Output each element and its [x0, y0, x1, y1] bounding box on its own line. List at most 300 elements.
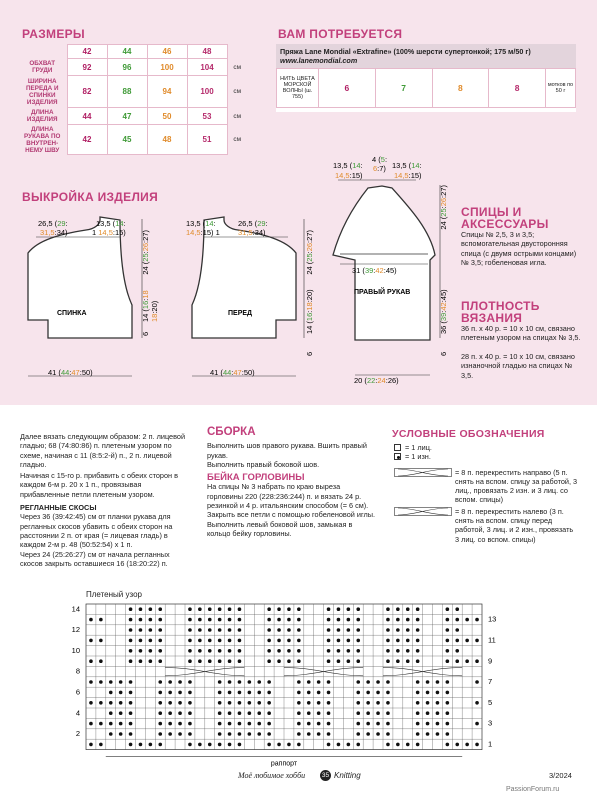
- purl-dot: [129, 722, 133, 726]
- svg-text:26,5 (29:: 26,5 (29:: [238, 219, 268, 228]
- purl-dot: [327, 607, 331, 611]
- purl-dot: [446, 649, 450, 653]
- purl-dot: [327, 680, 331, 684]
- purl-dot: [347, 743, 351, 747]
- purl-dot: [327, 743, 331, 747]
- purl-dot: [89, 618, 93, 622]
- purl-dot: [297, 711, 301, 715]
- yarn-color-label: НИТЬ ЦВЕТА МОРСКОЙ ВОЛНЫ (ш. 755): [277, 69, 319, 108]
- svg-text:6:7): 6:7): [373, 164, 386, 173]
- purl-dot: [119, 701, 123, 705]
- purl-dot: [356, 691, 360, 695]
- svg-text:14 (16:18: 14 (16:18: [141, 290, 150, 322]
- purl-dot: [455, 639, 459, 643]
- purl-dot: [149, 659, 153, 663]
- purl-dot: [238, 649, 242, 653]
- purl-dot: [287, 639, 291, 643]
- svg-text:1 14,5:15): 1 14,5:15): [92, 228, 126, 237]
- purl-dot: [228, 680, 232, 684]
- purl-dot: [158, 711, 162, 715]
- site-watermark: PassionForum.ru: [506, 786, 560, 793]
- purl-dot: [455, 659, 459, 663]
- purl-dot: [208, 649, 212, 653]
- purl-dot: [238, 691, 242, 695]
- purl-dot: [436, 680, 440, 684]
- knit-symbol: [394, 444, 401, 451]
- row-number: 11: [488, 635, 496, 645]
- purl-dot: [99, 680, 103, 684]
- svg-text:6: 6: [305, 351, 314, 356]
- purl-symbol: [394, 453, 401, 460]
- row-number: 4: [75, 708, 80, 718]
- purl-dot: [327, 691, 331, 695]
- purl-dot: [99, 722, 103, 726]
- purl-dot: [416, 628, 420, 632]
- purl-dot: [446, 680, 450, 684]
- purl-dot: [356, 711, 360, 715]
- purl-dot: [267, 743, 271, 747]
- purl-dot: [307, 732, 311, 736]
- purl-dot: [475, 722, 479, 726]
- purl-dot: [297, 607, 301, 611]
- purl-dot: [386, 607, 390, 611]
- purl-dot: [99, 701, 103, 705]
- back-label: СПИНКА: [57, 310, 87, 317]
- purl-dot: [465, 618, 469, 622]
- svg-text:24 (25:26:27): 24 (25:26:27): [439, 185, 448, 230]
- purl-dot: [208, 628, 212, 632]
- purl-dot: [139, 607, 143, 611]
- purl-dot: [228, 628, 232, 632]
- purl-dot: [446, 732, 450, 736]
- purl-dot: [129, 649, 133, 653]
- purl-dot: [406, 649, 410, 653]
- purl-dot: [188, 732, 192, 736]
- purl-dot: [238, 607, 242, 611]
- purl-dot: [277, 639, 281, 643]
- purl-dot: [149, 618, 153, 622]
- purl-dot: [267, 618, 271, 622]
- purl-dot: [416, 607, 420, 611]
- purl-dot: [178, 701, 182, 705]
- purl-dot: [386, 711, 390, 715]
- purl-dot: [119, 691, 123, 695]
- purl-dot: [416, 701, 420, 705]
- purl-dot: [198, 628, 202, 632]
- purl-dot: [208, 618, 212, 622]
- purl-dot: [248, 732, 252, 736]
- purl-dot: [317, 711, 321, 715]
- purl-dot: [436, 691, 440, 695]
- purl-dot: [416, 680, 420, 684]
- purl-dot: [386, 618, 390, 622]
- purl-dot: [267, 639, 271, 643]
- purl-dot: [267, 701, 271, 705]
- purl-dot: [99, 659, 103, 663]
- svg-text:6: 6: [439, 351, 448, 356]
- front-width: 41 (44:47:50): [210, 368, 255, 377]
- purl-dot: [327, 722, 331, 726]
- purl-dot: [327, 711, 331, 715]
- purl-dot: [347, 649, 351, 653]
- purl-dot: [228, 732, 232, 736]
- purl-dot: [109, 680, 113, 684]
- sleeve-label: ПРАВЫЙ РУКАВ: [354, 289, 411, 296]
- purl-dot: [129, 639, 133, 643]
- purl-dot: [277, 618, 281, 622]
- purl-dot: [158, 618, 162, 622]
- purl-dot: [267, 628, 271, 632]
- purl-dot: [277, 628, 281, 632]
- purl-dot: [426, 691, 430, 695]
- purl-dot: [178, 732, 182, 736]
- sleeve-piece: [333, 186, 435, 340]
- purl-dot: [307, 680, 311, 684]
- purl-dot: [297, 639, 301, 643]
- purl-dot: [168, 680, 172, 684]
- svg-text:14,5:15) 1: 14,5:15) 1: [186, 228, 220, 237]
- purl-dot: [238, 639, 242, 643]
- purl-dot: [257, 691, 261, 695]
- purl-dot: [208, 639, 212, 643]
- purl-dot: [416, 722, 420, 726]
- purl-dot: [218, 628, 222, 632]
- purl-dot: [297, 618, 301, 622]
- purl-dot: [248, 701, 252, 705]
- purl-dot: [178, 711, 182, 715]
- purl-dot: [366, 722, 370, 726]
- purl-dot: [436, 722, 440, 726]
- purl-dot: [149, 639, 153, 643]
- purl-dot: [188, 680, 192, 684]
- purl-dot: [119, 732, 123, 736]
- purl-dot: [376, 732, 380, 736]
- purl-dot: [356, 618, 360, 622]
- purl-dot: [376, 701, 380, 705]
- yarn-box: Пряжа Lane Mondial «Extrafine» (100% шерсти супертонкой; 175 м/50 г) www.lanemondial.com НИТЬ ЦВЕТА МОРСКОЙ ВОЛНЫ (ш. 755) 6 7 8 8 мотков по 50 г: [276, 44, 576, 112]
- purl-dot: [386, 701, 390, 705]
- purl-dot: [218, 607, 222, 611]
- purl-dot: [168, 722, 172, 726]
- row-number: 6: [75, 687, 80, 697]
- purl-dot: [178, 722, 182, 726]
- purl-dot: [426, 711, 430, 715]
- purl-dot: [356, 732, 360, 736]
- purl-dot: [366, 701, 370, 705]
- svg-text:13,5 (14:: 13,5 (14:: [96, 219, 126, 228]
- purl-dot: [139, 618, 143, 622]
- purl-dot: [327, 618, 331, 622]
- purl-dot: [446, 628, 450, 632]
- purl-dot: [267, 607, 271, 611]
- purl-dot: [455, 628, 459, 632]
- purl-dot: [188, 691, 192, 695]
- purl-dot: [347, 659, 351, 663]
- purl-dot: [89, 639, 93, 643]
- purl-dot: [356, 701, 360, 705]
- svg-text:31 (39:42:45): 31 (39:42:45): [352, 266, 397, 275]
- purl-dot: [228, 701, 232, 705]
- yarn-description: Пряжа Lane Mondial «Extrafine» (100% шерсти супертонкой; 175 м/50 г): [280, 47, 531, 56]
- purl-dot: [366, 732, 370, 736]
- purl-dot: [257, 701, 261, 705]
- purl-dot: [297, 701, 301, 705]
- purl-dot: [129, 691, 133, 695]
- purl-dot: [406, 659, 410, 663]
- legend: = 1 лиц. = 1 изн. = 8 п. перекрестить направо (5 п. снять на вспом. спицу за работой, 3 лиц., провязать 2 изн. и 3 лиц. со вспом. спицы) = 8 п. перекрестить налево (3 п. снять на вспом. спицу перед работой, 3 лиц. и 2 изн., провязать 3 лиц. со вспом. спицы): [394, 443, 579, 544]
- materials-title: ВАМ ПОТРЕБУЕТСЯ: [278, 27, 403, 41]
- purl-dot: [406, 743, 410, 747]
- svg-text:24 (25:26:27): 24 (25:26:27): [141, 230, 150, 275]
- purl-dot: [386, 628, 390, 632]
- purl-dot: [337, 618, 341, 622]
- purl-dot: [317, 701, 321, 705]
- purl-dot: [416, 711, 420, 715]
- purl-dot: [386, 722, 390, 726]
- purl-dot: [119, 680, 123, 684]
- purl-dot: [317, 691, 321, 695]
- purl-dot: [99, 639, 103, 643]
- purl-dot: [129, 711, 133, 715]
- purl-dot: [109, 732, 113, 736]
- purl-dot: [426, 722, 430, 726]
- purl-dot: [218, 618, 222, 622]
- purl-dot: [455, 607, 459, 611]
- purl-dot: [158, 743, 162, 747]
- purl-dot: [446, 722, 450, 726]
- purl-dot: [109, 691, 113, 695]
- purl-dot: [277, 607, 281, 611]
- purl-dot: [416, 732, 420, 736]
- purl-dot: [188, 659, 192, 663]
- purl-dot: [347, 607, 351, 611]
- purl-dot: [475, 680, 479, 684]
- purl-dot: [158, 691, 162, 695]
- purl-dot: [99, 743, 103, 747]
- purl-dot: [446, 711, 450, 715]
- row-number: 3: [488, 718, 493, 728]
- purl-dot: [287, 628, 291, 632]
- purl-dot: [228, 649, 232, 653]
- purl-dot: [406, 607, 410, 611]
- purl-dot: [238, 701, 242, 705]
- purl-dot: [337, 659, 341, 663]
- svg-text:4 (5:: 4 (5:: [372, 155, 388, 164]
- purl-dot: [337, 649, 341, 653]
- purl-dot: [158, 659, 162, 663]
- purl-dot: [446, 618, 450, 622]
- purl-dot: [218, 691, 222, 695]
- purl-dot: [158, 701, 162, 705]
- purl-dot: [129, 680, 133, 684]
- purl-dot: [317, 732, 321, 736]
- purl-dot: [366, 691, 370, 695]
- purl-dot: [228, 722, 232, 726]
- purl-dot: [436, 732, 440, 736]
- purl-dot: [139, 659, 143, 663]
- purl-dot: [119, 711, 123, 715]
- purl-dot: [277, 649, 281, 653]
- purl-dot: [248, 711, 252, 715]
- purl-dot: [455, 649, 459, 653]
- svg-text:6: 6: [141, 331, 150, 336]
- svg-text:13,5 (14:: 13,5 (14:: [186, 219, 216, 228]
- purl-dot: [129, 701, 133, 705]
- svg-text:14 (16:18:20): 14 (16:18:20): [305, 289, 314, 334]
- purl-dot: [248, 691, 252, 695]
- purl-dot: [129, 732, 133, 736]
- purl-dot: [89, 701, 93, 705]
- row-number: 8: [75, 666, 80, 676]
- purl-dot: [356, 639, 360, 643]
- row-number: 1: [488, 739, 493, 749]
- purl-dot: [158, 628, 162, 632]
- purl-dot: [297, 691, 301, 695]
- purl-dot: [267, 691, 271, 695]
- sizes-table: 42 44 46 48 ОБХВАТ ГРУДИ 92 96 100 104 см ШИРИНА ПЕРЕДА И СПИНКИ ИЗДЕЛИЯ 82 88 94 100 см ДЛИНА ИЗДЕЛИЯ 44 47 50 53 см ДЛИНА РУКАВА ПО ВНУТРЕН-НЕМУ ШВУ 42 45 48 51 см: [20, 44, 247, 155]
- purl-dot: [287, 618, 291, 622]
- purl-dot: [356, 680, 360, 684]
- purl-dot: [297, 628, 301, 632]
- svg-text:20 (22:24:26): 20 (22:24:26): [354, 376, 399, 385]
- purl-dot: [257, 680, 261, 684]
- purl-dot: [396, 639, 400, 643]
- purl-dot: [277, 743, 281, 747]
- purl-dot: [416, 649, 420, 653]
- purl-dot: [238, 711, 242, 715]
- purl-dot: [129, 628, 133, 632]
- svg-text:36 (39:42:45): 36 (39:42:45): [439, 289, 448, 334]
- purl-dot: [396, 659, 400, 663]
- svg-text:31,5:34): 31,5:34): [238, 228, 266, 237]
- svg-text:14,5:15): 14,5:15): [335, 171, 363, 180]
- purl-dot: [267, 722, 271, 726]
- purl-dot: [287, 743, 291, 747]
- purl-dot: [109, 711, 113, 715]
- purl-dot: [347, 628, 351, 632]
- purl-dot: [327, 732, 331, 736]
- svg-text:13,5 (14:: 13,5 (14:: [333, 161, 363, 170]
- purl-dot: [129, 659, 133, 663]
- purl-dot: [257, 722, 261, 726]
- purl-dot: [158, 607, 162, 611]
- pattern-title: ВЫКРОЙКА ИЗДЕЛИЯ: [22, 190, 159, 204]
- purl-dot: [198, 649, 202, 653]
- svg-text:13,5 (14:: 13,5 (14:: [392, 161, 422, 170]
- purl-dot: [198, 618, 202, 622]
- row-number: 7: [488, 677, 493, 687]
- purl-dot: [238, 743, 242, 747]
- purl-dot: [228, 659, 232, 663]
- purl-dot: [198, 607, 202, 611]
- purl-dot: [436, 701, 440, 705]
- purl-dot: [89, 659, 93, 663]
- chart-title: Плетеный узор: [86, 590, 142, 599]
- purl-dot: [465, 743, 469, 747]
- purl-dot: [129, 743, 133, 747]
- purl-dot: [277, 659, 281, 663]
- svg-text:14,5:15): 14,5:15): [394, 171, 422, 180]
- purl-dot: [297, 659, 301, 663]
- row-number: 12: [71, 625, 80, 635]
- sizes-title: РАЗМЕРЫ: [22, 27, 85, 41]
- purl-dot: [238, 659, 242, 663]
- yarn-url: www.lanemondial.com: [280, 56, 358, 65]
- purl-dot: [149, 743, 153, 747]
- purl-dot: [307, 722, 311, 726]
- purl-dot: [416, 618, 420, 622]
- purl-dot: [287, 649, 291, 653]
- purl-dot: [406, 639, 410, 643]
- purl-dot: [465, 639, 469, 643]
- purl-dot: [337, 639, 341, 643]
- purl-dot: [228, 607, 232, 611]
- purl-dot: [396, 618, 400, 622]
- purl-dot: [139, 649, 143, 653]
- purl-dot: [436, 711, 440, 715]
- purl-dot: [426, 732, 430, 736]
- purl-dot: [188, 649, 192, 653]
- purl-dot: [307, 711, 311, 715]
- needles-text: Спицы № 2,5, 3 и 3,5; вспомогательная двусторонняя спица (с двумя острыми концами) № 3,5; гобеленовая игла.: [461, 230, 577, 267]
- purl-dot: [158, 722, 162, 726]
- purl-dot: [337, 607, 341, 611]
- purl-dot: [168, 701, 172, 705]
- purl-dot: [228, 618, 232, 622]
- purl-dot: [426, 680, 430, 684]
- purl-dot: [198, 639, 202, 643]
- needles-title: СПИЦЫ И АКСЕССУАРЫ: [461, 205, 549, 231]
- purl-dot: [297, 649, 301, 653]
- purl-dot: [188, 628, 192, 632]
- purl-dot: [386, 743, 390, 747]
- purl-dot: [317, 680, 321, 684]
- legend-title: УСЛОВНЫЕ ОБОЗНАЧЕНИЯ: [392, 428, 545, 440]
- svg-text:26,5 (29:: 26,5 (29:: [38, 219, 68, 228]
- purl-dot: [366, 680, 370, 684]
- purl-dot: [475, 701, 479, 705]
- purl-dot: [129, 607, 133, 611]
- purl-dot: [238, 680, 242, 684]
- purl-dot: [208, 607, 212, 611]
- purl-dot: [198, 659, 202, 663]
- purl-dot: [347, 639, 351, 643]
- purl-dot: [356, 659, 360, 663]
- purl-dot: [356, 649, 360, 653]
- purl-dot: [416, 659, 420, 663]
- purl-dot: [356, 743, 360, 747]
- purl-dot: [267, 659, 271, 663]
- purl-dot: [446, 701, 450, 705]
- purl-dot: [188, 743, 192, 747]
- purl-dot: [158, 732, 162, 736]
- purl-dot: [89, 680, 93, 684]
- purl-dot: [188, 701, 192, 705]
- purl-dot: [366, 711, 370, 715]
- svg-text:31,5:34): 31,5:34): [40, 228, 68, 237]
- svg-text:24 (25:26:27): 24 (25:26:27): [305, 230, 314, 275]
- purl-dot: [376, 722, 380, 726]
- purl-dot: [218, 639, 222, 643]
- gauge-title: ПЛОТНОСТЬ ВЯЗАНИЯ: [461, 299, 540, 325]
- purl-dot: [475, 743, 479, 747]
- purl-dot: [376, 680, 380, 684]
- purl-dot: [188, 722, 192, 726]
- purl-dot: [297, 732, 301, 736]
- purl-dot: [307, 691, 311, 695]
- purl-dot: [396, 607, 400, 611]
- purl-dot: [139, 639, 143, 643]
